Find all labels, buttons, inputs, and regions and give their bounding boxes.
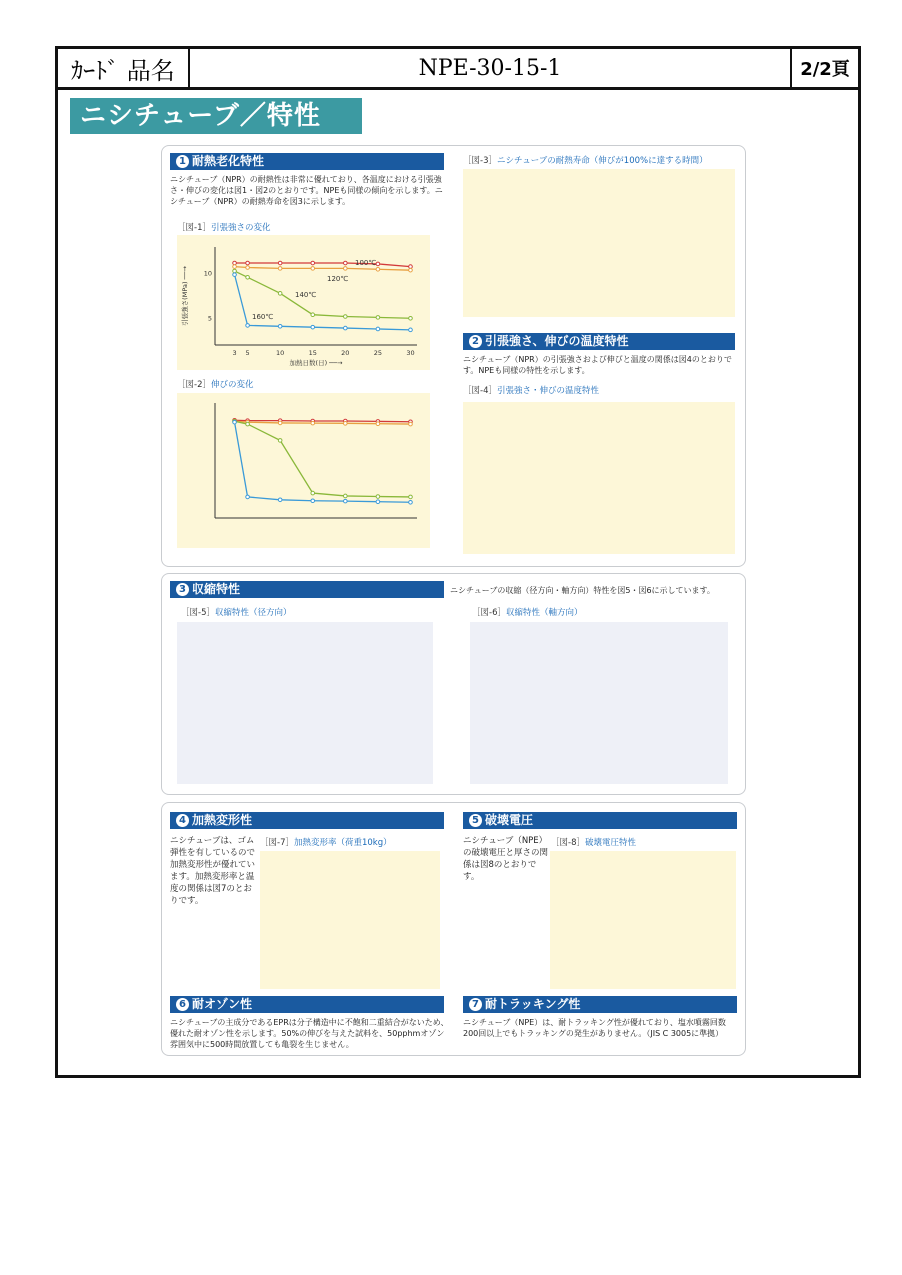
fig4-chart bbox=[463, 402, 735, 554]
page-banner: ニシチューブ／特性 bbox=[70, 98, 362, 134]
data-point bbox=[311, 499, 315, 503]
data-point bbox=[409, 500, 413, 504]
data-point bbox=[344, 261, 348, 265]
data-point bbox=[233, 269, 237, 273]
section-shrinkage: 3 収縮特性 bbox=[170, 581, 444, 598]
fig4-svg bbox=[463, 402, 735, 554]
heat-aging-text: ニシチューブ（NPR）の耐熱性は非常に優れており、各温度における引張強さ・伸びの変化は図1・図2のとおりです。NPEも同様の傾向を示します。ニシチューブ（NPR）の耐熱寿命を図3に示します。 bbox=[170, 175, 443, 206]
series-annotation: 140℃ bbox=[295, 291, 317, 299]
x-tick-label: 15 bbox=[308, 349, 317, 357]
tracking-text: ニシチューブ（NPE）は、耐トラッキング性が優れており、塩水噴霧回数200回以上でもトラッキングの発生がありません。（JIS C 3005に準拠） bbox=[463, 1018, 726, 1038]
temp-characteristics-text: ニシチューブ（NPR）の引張強さおよび伸びと温度の関係は図4のとおりです。NPEも同様の特性を示します。 bbox=[463, 355, 732, 375]
fig8-title: ［図-8］破壊電圧特性 bbox=[551, 838, 636, 848]
fig7-svg bbox=[260, 851, 440, 989]
fig7-chart bbox=[260, 851, 440, 989]
data-point bbox=[311, 313, 315, 317]
data-point bbox=[344, 267, 348, 271]
x-tick-label: 5 bbox=[245, 349, 250, 357]
y-axis-label: 引張強さ(MPa) ──→ bbox=[181, 266, 189, 326]
fig8-svg bbox=[550, 851, 736, 989]
data-point bbox=[344, 494, 348, 498]
fig2-title: ［図-2］伸びの変化 bbox=[177, 380, 254, 390]
data-point bbox=[233, 273, 237, 277]
fig6-svg bbox=[470, 622, 728, 784]
product-name: NPE-30-15-1 bbox=[190, 49, 792, 87]
page-number: 2/2頁 bbox=[800, 59, 850, 80]
data-point bbox=[376, 267, 380, 271]
data-point bbox=[246, 495, 250, 499]
data-point bbox=[278, 439, 282, 443]
section-heat-deformation: 4 加熱変形性 bbox=[170, 812, 444, 829]
fig2-svg bbox=[177, 393, 430, 548]
fig5-chart bbox=[177, 622, 433, 784]
fig5-svg bbox=[177, 622, 433, 784]
data-point bbox=[246, 266, 250, 270]
section-heat-aging: 1 耐熱老化特性 bbox=[170, 153, 444, 170]
fig2-chart bbox=[177, 393, 430, 548]
series-annotation: 160℃ bbox=[252, 313, 274, 321]
data-point bbox=[278, 267, 282, 271]
data-point bbox=[376, 495, 380, 499]
data-point bbox=[246, 275, 250, 279]
data-point bbox=[311, 421, 315, 425]
data-point bbox=[409, 328, 413, 332]
data-point bbox=[409, 265, 413, 269]
data-point bbox=[233, 261, 237, 265]
y-tick-label: 5 bbox=[207, 314, 212, 323]
fig6-chart bbox=[470, 622, 728, 784]
data-point bbox=[344, 326, 348, 330]
fig6-title: ［図-6］収縮特性（軸方向） bbox=[472, 608, 583, 618]
series-annotation: 100℃ bbox=[355, 259, 377, 267]
data-point bbox=[409, 422, 413, 426]
shrinkage-text: ニシチューブの収縮（径方向・軸方向）特性を図5・図6に示しています。 bbox=[450, 586, 715, 595]
fig3-svg bbox=[463, 169, 735, 317]
data-point bbox=[278, 261, 282, 265]
data-point bbox=[344, 499, 348, 503]
data-point bbox=[311, 261, 315, 265]
data-point bbox=[376, 327, 380, 331]
section-breakdown-voltage: 5 破壊電圧 bbox=[463, 812, 737, 829]
fig1-chart bbox=[177, 235, 430, 370]
fig5-title: ［図-5］収縮特性（径方向） bbox=[181, 608, 292, 618]
fig1-title: ［図-1］引張強さの変化 bbox=[177, 223, 271, 233]
data-point bbox=[311, 267, 315, 271]
y-tick-label: 10 bbox=[203, 269, 212, 278]
data-point bbox=[376, 500, 380, 504]
breakdown-voltage-text: ニシチューブ（NPE）の破壊電圧と厚さの関係は図8のとおりです。 bbox=[463, 836, 549, 882]
data-point bbox=[311, 491, 315, 495]
x-tick-label: 3 bbox=[232, 349, 237, 357]
series-line bbox=[235, 420, 411, 422]
data-point bbox=[233, 420, 237, 424]
x-tick-label: 25 bbox=[373, 349, 383, 357]
data-point bbox=[278, 421, 282, 425]
data-point bbox=[409, 316, 413, 320]
data-point bbox=[376, 422, 380, 426]
x-axis-label: 加熱日数(日) ──→ bbox=[289, 359, 343, 367]
fig4-title: ［図-4］引張強さ・伸びの温度特性 bbox=[463, 386, 599, 396]
data-point bbox=[344, 315, 348, 319]
section-tracking: 7 耐トラッキング性 bbox=[463, 996, 737, 1013]
data-point bbox=[278, 292, 282, 296]
series-line bbox=[235, 267, 411, 271]
data-point bbox=[246, 422, 250, 426]
header-table bbox=[55, 46, 861, 90]
series-line bbox=[235, 422, 411, 502]
section-temp-characteristics: 2 引張強さ、伸びの温度特性 bbox=[463, 333, 735, 350]
data-point bbox=[344, 422, 348, 426]
fig3-title: ［図-3］ニシチューブの耐熱寿命（伸びが100%に達する時間） bbox=[463, 156, 708, 166]
x-tick-label: 30 bbox=[406, 349, 415, 357]
card-label: ｶｰﾄﾞ 品名 bbox=[58, 49, 190, 87]
x-tick-label: 20 bbox=[341, 349, 350, 357]
series-annotation: 120℃ bbox=[327, 275, 349, 283]
fig8-chart bbox=[550, 851, 736, 989]
series-line bbox=[235, 263, 411, 267]
data-point bbox=[246, 324, 250, 328]
x-tick-label: 10 bbox=[276, 349, 285, 357]
data-point bbox=[409, 268, 413, 272]
series-line bbox=[235, 275, 411, 330]
data-point bbox=[376, 262, 380, 266]
section-ozone: 6 耐オゾン性 bbox=[170, 996, 444, 1013]
heat-deformation-text: ニシチューブは、ゴム弾性を有しているので加熱変形性が優れています。加熱変形率と温度の関係は図7のとおりです。 bbox=[170, 836, 256, 906]
fig1-svg bbox=[177, 235, 430, 370]
data-point bbox=[246, 261, 250, 265]
data-point bbox=[278, 324, 282, 328]
data-point bbox=[278, 498, 282, 502]
data-point bbox=[376, 316, 380, 320]
data-point bbox=[311, 325, 315, 329]
data-point bbox=[409, 495, 413, 499]
ozone-text: ニシチューブの主成分であるEPRは分子構造中に不飽和二重結合がないため、優れた耐オゾン性を示します。50%の伸びを与えた試料を、50pphmオゾン雰囲気中に500時間放置しても亀裂を生じません。 bbox=[170, 1018, 449, 1049]
data-point bbox=[233, 265, 237, 269]
series-line bbox=[235, 421, 411, 497]
fig3-chart bbox=[463, 169, 735, 317]
fig7-title: ［図-7］加熱変形率（荷重10kg） bbox=[260, 838, 392, 848]
series-line bbox=[235, 271, 411, 318]
